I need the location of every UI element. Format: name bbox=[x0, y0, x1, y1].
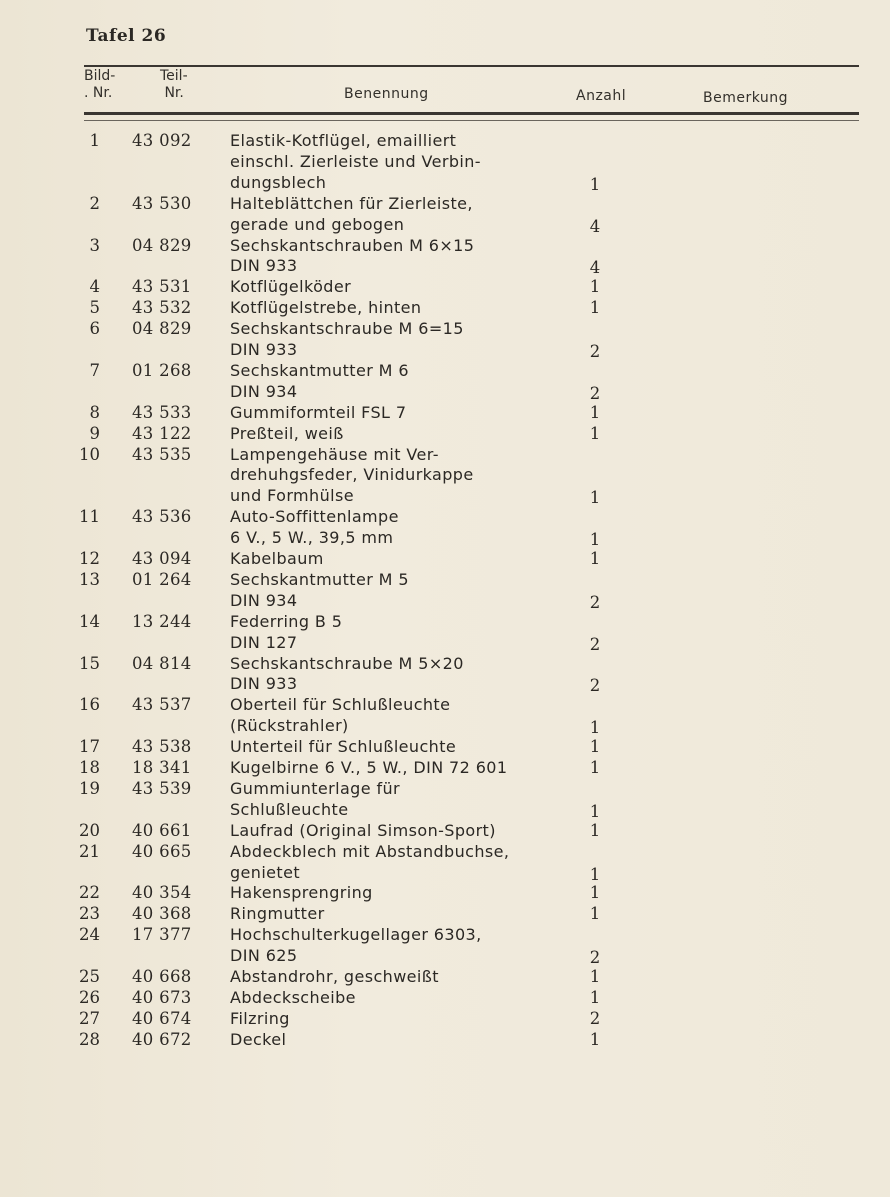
anzahl-cell: 1 bbox=[589, 1029, 601, 1049]
anzahl-cell: 1 bbox=[589, 488, 601, 508]
anzahl-cell: 1 bbox=[589, 549, 601, 568]
teil-nr-cell: 43 530 bbox=[132, 193, 192, 213]
anzahl-cell: 1 bbox=[589, 530, 601, 550]
benennung-line: DIN 934 bbox=[230, 590, 298, 610]
bild-nr-cell: 18 bbox=[79, 758, 100, 777]
benennung-line: Laufrad (Original Simson-Sport) bbox=[230, 820, 496, 840]
anzahl-cell: 2 bbox=[589, 948, 601, 968]
benennung-line: Kotflügelstrebe, hinten bbox=[230, 298, 422, 318]
bild-nr-cell: 9 bbox=[89, 423, 100, 443]
bild-nr-cell: 20 bbox=[79, 820, 100, 840]
teil-nr-cell: 43 533 bbox=[132, 402, 192, 422]
bild-nr-cell: 12 bbox=[79, 549, 100, 568]
anzahl-cell: 1 bbox=[589, 820, 601, 840]
teil-nr-cell: 40 661 bbox=[132, 820, 192, 840]
anzahl-cell: 1 bbox=[589, 801, 601, 821]
benennung-line: dungsblech bbox=[230, 172, 327, 192]
benennung-line: Federring B 5 bbox=[230, 611, 343, 631]
benennung-line: DIN 933 bbox=[230, 674, 298, 694]
anzahl-cell: 1 bbox=[589, 758, 601, 777]
header-teil-line1: Teil- bbox=[160, 68, 188, 84]
benennung-line: DIN 127 bbox=[230, 632, 298, 652]
benennung-line: drehuhgsfeder, Vinidurkappe bbox=[230, 465, 474, 485]
page-title: Tafel 26 bbox=[86, 26, 167, 46]
benennung-line: Gummiunterlage für bbox=[230, 778, 401, 798]
teil-nr-cell: 40 665 bbox=[132, 841, 192, 861]
anzahl-cell: 1 bbox=[589, 298, 601, 318]
bild-nr-cell: 13 bbox=[79, 569, 100, 589]
teil-nr-cell: 43 537 bbox=[132, 695, 192, 715]
teil-nr-cell: 01 264 bbox=[132, 569, 192, 589]
bild-nr-cell: 6 bbox=[89, 319, 100, 339]
benennung-line: Auto-Soffittenlampe bbox=[230, 507, 399, 527]
anzahl-cell: 2 bbox=[589, 383, 601, 403]
teil-nr-cell: 04 829 bbox=[132, 235, 192, 255]
benennung-line: 6 V., 5 W., 39,5 mm bbox=[230, 528, 394, 548]
teil-nr-cell: 43 538 bbox=[132, 737, 192, 757]
bild-nr-cell: 11 bbox=[79, 507, 100, 527]
teil-nr-cell: 40 673 bbox=[132, 987, 192, 1007]
benennung-line: gerade und gebogen bbox=[230, 214, 405, 234]
benennung-line: Abstandrohr, geschweißt bbox=[230, 967, 439, 986]
header-anzahl: Anzahl bbox=[576, 88, 627, 104]
benennung-line: DIN 625 bbox=[230, 946, 298, 966]
bild-nr-cell: 26 bbox=[79, 987, 100, 1007]
benennung-line: Kotflügelköder bbox=[230, 277, 352, 297]
benennung-line: (Rückstrahler) bbox=[230, 716, 349, 736]
anzahl-cell: 1 bbox=[589, 423, 601, 443]
bild-nr-cell: 3 bbox=[89, 235, 100, 255]
benennung-line: Deckel bbox=[230, 1029, 287, 1049]
bild-nr-cell: 8 bbox=[89, 402, 100, 422]
bild-nr-cell: 16 bbox=[79, 695, 100, 715]
anzahl-cell: 2 bbox=[589, 1008, 601, 1028]
bild-nr-cell: 23 bbox=[79, 904, 100, 924]
benennung-line: Elastik-Kotflügel, emailliert bbox=[230, 131, 457, 150]
header-benennung: Benennung bbox=[344, 86, 429, 102]
anzahl-cell: 1 bbox=[589, 864, 601, 884]
teil-nr-cell: 43 532 bbox=[132, 298, 192, 318]
benennung-line: Gummiformteil FSL 7 bbox=[230, 402, 407, 422]
anzahl-cell: 1 bbox=[589, 967, 601, 986]
teil-nr-cell: 40 354 bbox=[132, 883, 192, 903]
anzahl-cell: 1 bbox=[589, 737, 601, 757]
teil-nr-cell: 40 674 bbox=[132, 1008, 192, 1028]
benennung-line: Sechskantschrauben M 6×15 bbox=[230, 235, 475, 255]
benennung-line: Schlußleuchte bbox=[230, 799, 349, 819]
benennung-line: Oberteil für Schlußleuchte bbox=[230, 695, 451, 715]
benennung-line: genietet bbox=[230, 862, 301, 882]
benennung-line: DIN 933 bbox=[230, 256, 298, 276]
teil-nr-cell: 43 531 bbox=[132, 277, 192, 297]
benennung-line: Sechskantmutter M 5 bbox=[230, 569, 409, 589]
benennung-line: Sechskantschraube M 6=15 bbox=[230, 319, 464, 339]
benennung-line: Filzring bbox=[230, 1008, 290, 1028]
teil-nr-cell: 43 122 bbox=[132, 423, 192, 443]
anzahl-cell: 1 bbox=[589, 904, 601, 924]
header-teil-line2: Nr. bbox=[160, 85, 184, 101]
benennung-line: Sechskantschraube M 5×20 bbox=[230, 653, 464, 673]
teil-nr-cell: 01 268 bbox=[132, 360, 192, 380]
benennung-line: und Formhülse bbox=[230, 486, 354, 506]
anzahl-cell: 2 bbox=[589, 342, 601, 361]
benennung-line: Hochschulterkugellager 6303, bbox=[230, 925, 482, 945]
teil-nr-cell: 40 668 bbox=[132, 967, 192, 986]
benennung-line: Hakensprengring bbox=[230, 883, 373, 903]
bild-nr-cell: 4 bbox=[89, 277, 100, 297]
teil-nr-cell: 43 092 bbox=[132, 131, 192, 150]
bild-nr-cell: 19 bbox=[79, 778, 100, 798]
benennung-line: Ringmutter bbox=[230, 904, 325, 924]
bild-nr-cell: 17 bbox=[79, 737, 100, 757]
anzahl-cell: 2 bbox=[589, 676, 601, 696]
teil-nr-cell: 13 244 bbox=[132, 611, 192, 631]
benennung-line: Kugelbirne 6 V., 5 W., DIN 72 601 bbox=[230, 758, 508, 777]
anzahl-cell: 1 bbox=[589, 174, 601, 194]
teil-nr-cell: 43 094 bbox=[132, 549, 192, 568]
anzahl-cell: 1 bbox=[589, 402, 601, 422]
anzahl-cell: 1 bbox=[589, 883, 601, 903]
benennung-line: Sechskantmutter M 6 bbox=[230, 360, 409, 380]
teil-nr-cell: 43 536 bbox=[132, 507, 192, 527]
bild-nr-cell: 15 bbox=[79, 653, 100, 673]
header-bemerkung: Bemerkung bbox=[703, 90, 789, 106]
anzahl-cell: 2 bbox=[589, 634, 601, 654]
bild-nr-cell: 22 bbox=[79, 883, 100, 903]
bild-nr-cell: 21 bbox=[79, 841, 100, 861]
anzahl-cell: 1 bbox=[589, 277, 601, 297]
bild-nr-cell: 27 bbox=[79, 1008, 100, 1028]
benennung-line: Kabelbaum bbox=[230, 549, 324, 568]
bild-nr-cell: 7 bbox=[89, 360, 100, 380]
teil-nr-cell: 43 535 bbox=[132, 444, 192, 464]
teil-nr-cell: 04 814 bbox=[132, 653, 192, 673]
benennung-line: DIN 934 bbox=[230, 381, 298, 401]
header-bild-line2: . Nr. bbox=[84, 85, 113, 101]
teil-nr-cell: 18 341 bbox=[132, 758, 192, 777]
benennung-line: Abdeckscheibe bbox=[230, 987, 356, 1007]
bild-nr-cell: 10 bbox=[79, 444, 100, 464]
benennung-line: Unterteil für Schlußleuchte bbox=[230, 737, 457, 757]
bild-nr-cell: 1 bbox=[89, 131, 100, 150]
bild-nr-cell: 25 bbox=[79, 967, 100, 986]
anzahl-cell: 4 bbox=[589, 216, 601, 236]
benennung-line: Preßteil, weiß bbox=[230, 423, 344, 443]
anzahl-cell: 1 bbox=[589, 718, 601, 738]
bild-nr-cell: 24 bbox=[79, 925, 100, 945]
benennung-line: DIN 933 bbox=[230, 340, 298, 359]
benennung-line: Lampengehäuse mit Ver- bbox=[230, 444, 439, 464]
bild-nr-cell: 28 bbox=[79, 1029, 100, 1049]
teil-nr-cell: 40 368 bbox=[132, 904, 192, 924]
teil-nr-cell: 17 377 bbox=[132, 925, 192, 945]
anzahl-cell: 2 bbox=[589, 592, 601, 612]
benennung-line: Halteblättchen für Zierleiste, bbox=[230, 193, 473, 213]
bild-nr-cell: 5 bbox=[89, 298, 100, 318]
bild-nr-cell: 2 bbox=[89, 193, 100, 213]
benennung-line: einschl. Zierleiste und Verbin- bbox=[230, 151, 481, 171]
bild-nr-cell: 14 bbox=[79, 611, 100, 631]
teil-nr-cell: 04 829 bbox=[132, 319, 192, 339]
teil-nr-cell: 43 539 bbox=[132, 778, 192, 798]
header-bild-line1: Bild- bbox=[84, 68, 116, 84]
teil-nr-cell: 40 672 bbox=[132, 1029, 192, 1049]
anzahl-cell: 1 bbox=[589, 987, 601, 1007]
anzahl-cell: 4 bbox=[589, 258, 601, 278]
benennung-line: Abdeckblech mit Abstandbuchse, bbox=[230, 841, 510, 861]
